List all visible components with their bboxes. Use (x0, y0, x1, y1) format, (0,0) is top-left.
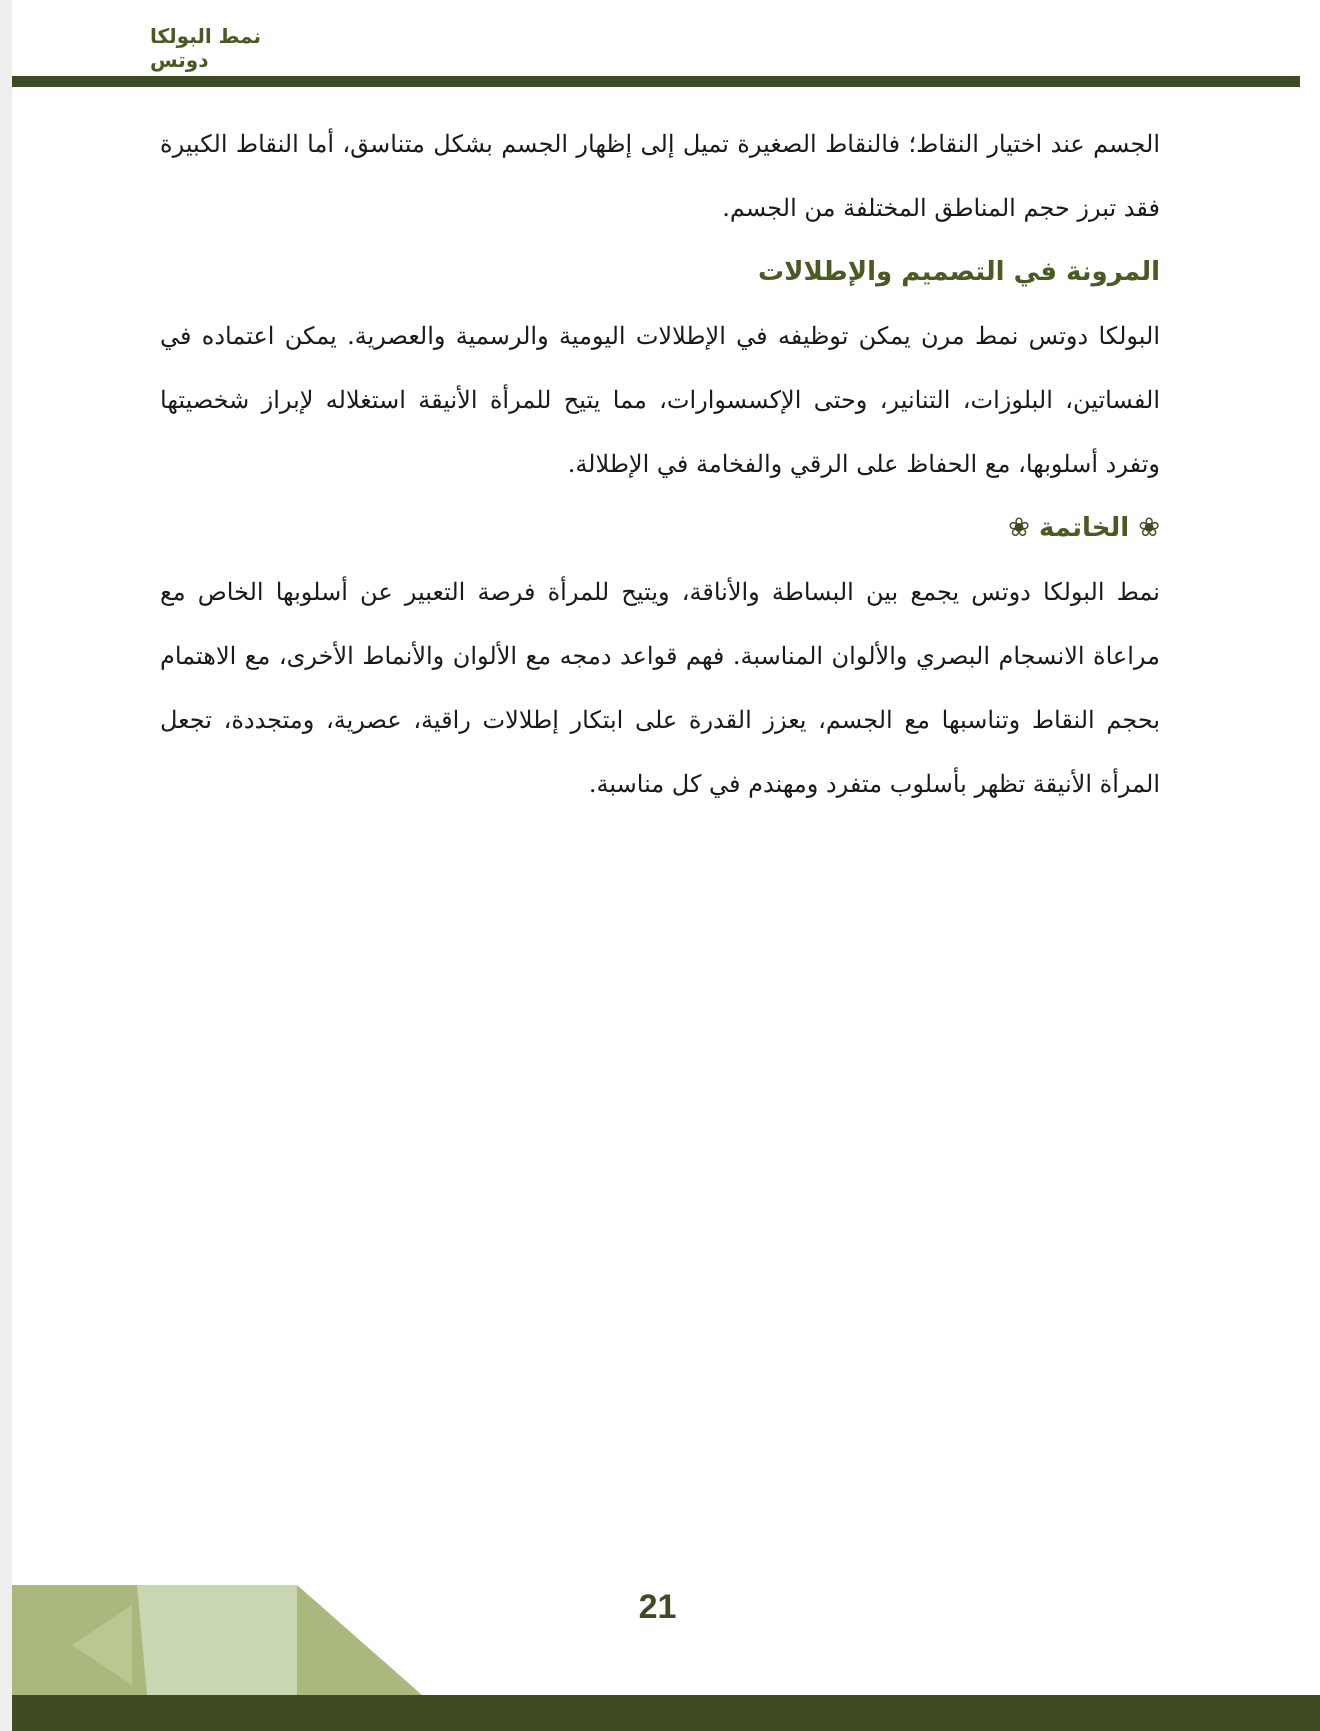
conclusion-heading-text: الخاتمة (1039, 513, 1130, 543)
footer-decorative-shapes (12, 1585, 432, 1695)
header-rule (12, 76, 1300, 87)
intro-paragraph: الجسم عند اختيار النقاط؛ فالنقاط الصغيرة تميل إلى إظهار الجسم بشكل متناسق، أما النقاط الكبيرة فقد تبرز حجم المناطق المختلفة من الجسم. (160, 130, 1160, 222)
page-content (160, 112, 1160, 816)
footer-bar (12, 1695, 1320, 1731)
footer-shape-light (137, 1585, 297, 1695)
running-header-title: نمط البولكا دوتس (150, 24, 262, 72)
section-heading-conclusion (160, 496, 1160, 560)
page-left-edge (0, 0, 12, 1731)
section-heading-flexibility: المرونة في التصميم والإطلالات (758, 257, 1160, 287)
page-number: 21 (638, 1588, 677, 1626)
section-paragraph-flexibility: البولكا دوتس نمط مرن يمكن توظيفه في الإطلالات اليومية والرسمية والعصرية. يمكن اعتماده في الفساتين، البلوزات، التنانير، وحتى الإكسسوارات، مما يتيح للمرأة الأنيقة استغلاله لإبراز شخصيتها وتفرد أسلوبها، مع الحفاظ على الرقي والفخامة في الإطلالة. (160, 322, 1161, 478)
flower-icon: ❀ (1008, 513, 1030, 543)
flower-icon: ❀ (1138, 513, 1160, 543)
section-paragraph-conclusion: نمط البولكا دوتس يجمع بين البساطة والأناقة، ويتيح للمرأة فرصة التعبير عن أسلوبها الخاص مع مراعاة الانسجام البصري والألوان المناسبة. فهم قواعد دمجه مع الألوان والأنماط الأخرى، مع الاهتمام بحجم النقاط وتناسبها مع الجسم، يعزز القدرة على ابتكار إطلالات راقية، عصرية، ومتجددة، تجعل المرأة الأنيقة تظهر بأسلوب متفرد ومهندم في كل مناسبة. (160, 578, 1160, 798)
